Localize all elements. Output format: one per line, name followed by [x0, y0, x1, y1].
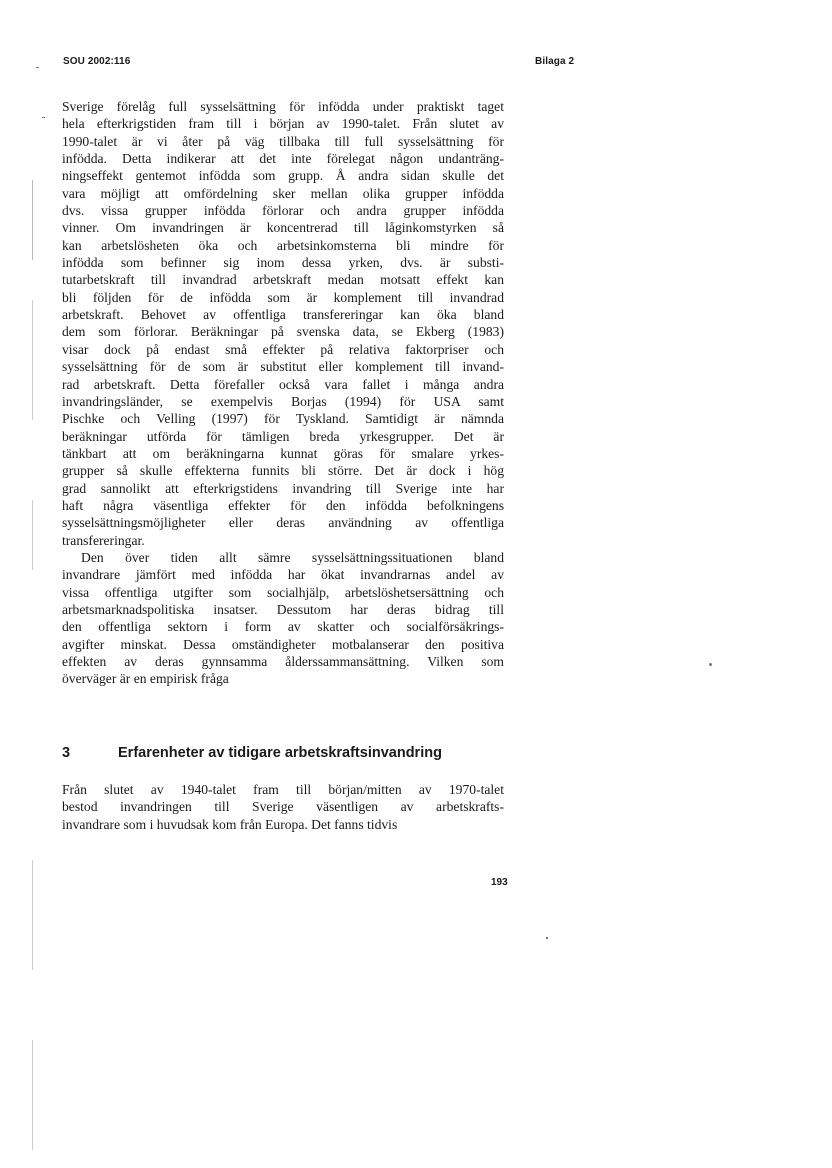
text-line: vinner. Om invandringen är koncentrerad till låginkomstyrken så [62, 220, 504, 236]
text-line: ningseffekt gentemot infödda som grupp. Å andra sidan skulle det [62, 168, 504, 184]
text-line: transfereringar. [62, 532, 145, 548]
text-line: arbetskraft. Behovet av offentliga transfereringar kan öka bland [62, 307, 504, 323]
text-line: Pischke och Velling (1997) för Tyskland. Samtidigt är nämnda [62, 411, 504, 427]
text-line: invandrare jämfört med infödda har ökat invandrarnas andel av [62, 567, 504, 583]
scan-edge-line [32, 180, 33, 260]
scan-edge-line [32, 300, 33, 420]
text-line: dem som förlorar. Beräkningar på svenska data, se Ekberg (1983) [62, 324, 504, 340]
text-line: bli följden för de infödda som är komplement till invandrad [62, 289, 504, 305]
section-heading [62, 745, 532, 761]
text-line: Den över tiden allt sämre sysselsättningssituationen bland [81, 549, 504, 565]
text-line: tänkbart att om beräkningarna kunnat göras för smalare yrkes- [62, 445, 504, 461]
text-line: Från slutet av 1940-talet fram till början/mitten av 1970-talet [62, 782, 504, 797]
text-line: 1990-talet är vi åter på väg tillbaka till full sysselsättning för [62, 133, 504, 149]
text-line: överväger är en empirisk fråga [62, 671, 229, 687]
paragraph-2 [62, 549, 504, 688]
scan-speck [42, 117, 45, 118]
section-number: 3 [62, 745, 71, 761]
page-number: 193 [491, 877, 508, 888]
text-line: beräkningar utförda för tämligen breda yrkesgrupper. Det är [62, 428, 504, 444]
text-line: bestod invandringen till Sverige väsentligen av arbetskrafts- [62, 799, 504, 815]
text-line: den offentliga sektorn i form av skatter och socialförsäkrings- [62, 619, 504, 635]
scan-speck [36, 67, 39, 68]
text-line: sysselsättning för de som är substitut eller komplement till invand- [62, 359, 504, 375]
section-title: Erfarenheter av tidigare arbetskraftsinvandring [118, 745, 442, 761]
body-text-block [62, 98, 504, 688]
paragraph-3 [62, 781, 504, 833]
running-head-right: Bilaga 2 [535, 56, 575, 67]
scan-edge-line [32, 1040, 33, 1150]
text-line: invandringsländer, se exempelvis Borjas (1994) för USA samt [62, 393, 504, 409]
text-line: tutarbetskraft till invandrad arbetskraft medan motsatt effekt kan [62, 272, 504, 288]
text-line: arbetsmarknadspolitiska insatser. Dessutom har deras bidrag till [62, 601, 504, 617]
text-line: vara möjligt att omfördelning sker mellan olika grupper infödda [62, 185, 504, 201]
scan-speck [709, 663, 712, 666]
text-line: grad sannolikt att efterkrigstidens invandring till Sverige inte har [62, 480, 504, 496]
text-line: grupper så skulle effekterna funnits bli större. Det är dock i hög [62, 463, 504, 479]
text-line: vissa offentliga utgifter som socialhjälp, arbetslöshetsersättning och [62, 584, 504, 600]
text-line: infödda. Detta indikerar att det inte förelegat någon undanträng- [62, 151, 504, 167]
running-head-left: SOU 2002:116 [63, 56, 131, 67]
paragraph-1 [62, 98, 504, 549]
text-line: invandrare som i huvudsak kom från Europa. Det fanns tidvis [62, 816, 398, 832]
text-line: avgifter minskat. Dessa omständigheter motbalanserar den positiva [62, 636, 504, 652]
text-line: Sverige förelåg full sysselsättning för infödda under praktiskt taget [62, 99, 504, 114]
text-line: rad arbetskraft. Detta förefaller också vara fallet i många andra [62, 376, 504, 392]
text-line: hela efterkrigstiden fram till i början av 1990-talet. Från slutet av [62, 116, 504, 132]
text-line: dvs. vissa grupper infödda förlorar och andra grupper infödda [62, 203, 504, 219]
scan-edge-line [32, 860, 33, 970]
body-text-block-2 [62, 781, 504, 833]
text-line: infödda som befinner sig inom dessa yrken, dvs. är substi- [62, 255, 504, 271]
scan-edge-line [32, 500, 33, 570]
text-line: kan arbetslösheten öka och arbetsinkomsterna bli mindre för [62, 237, 504, 253]
text-line: visar dock på endast små effekter på relativa faktorpriser och [62, 341, 504, 357]
text-line: sysselsättningsmöjligheter eller deras användning av offentliga [62, 515, 504, 531]
text-line: haft några väsentliga effekter för den infödda befolkningens [62, 497, 504, 513]
text-line: effekten av deras gynnsamma ålderssammansättning. Vilken som [62, 654, 504, 669]
scan-speck [546, 937, 548, 939]
